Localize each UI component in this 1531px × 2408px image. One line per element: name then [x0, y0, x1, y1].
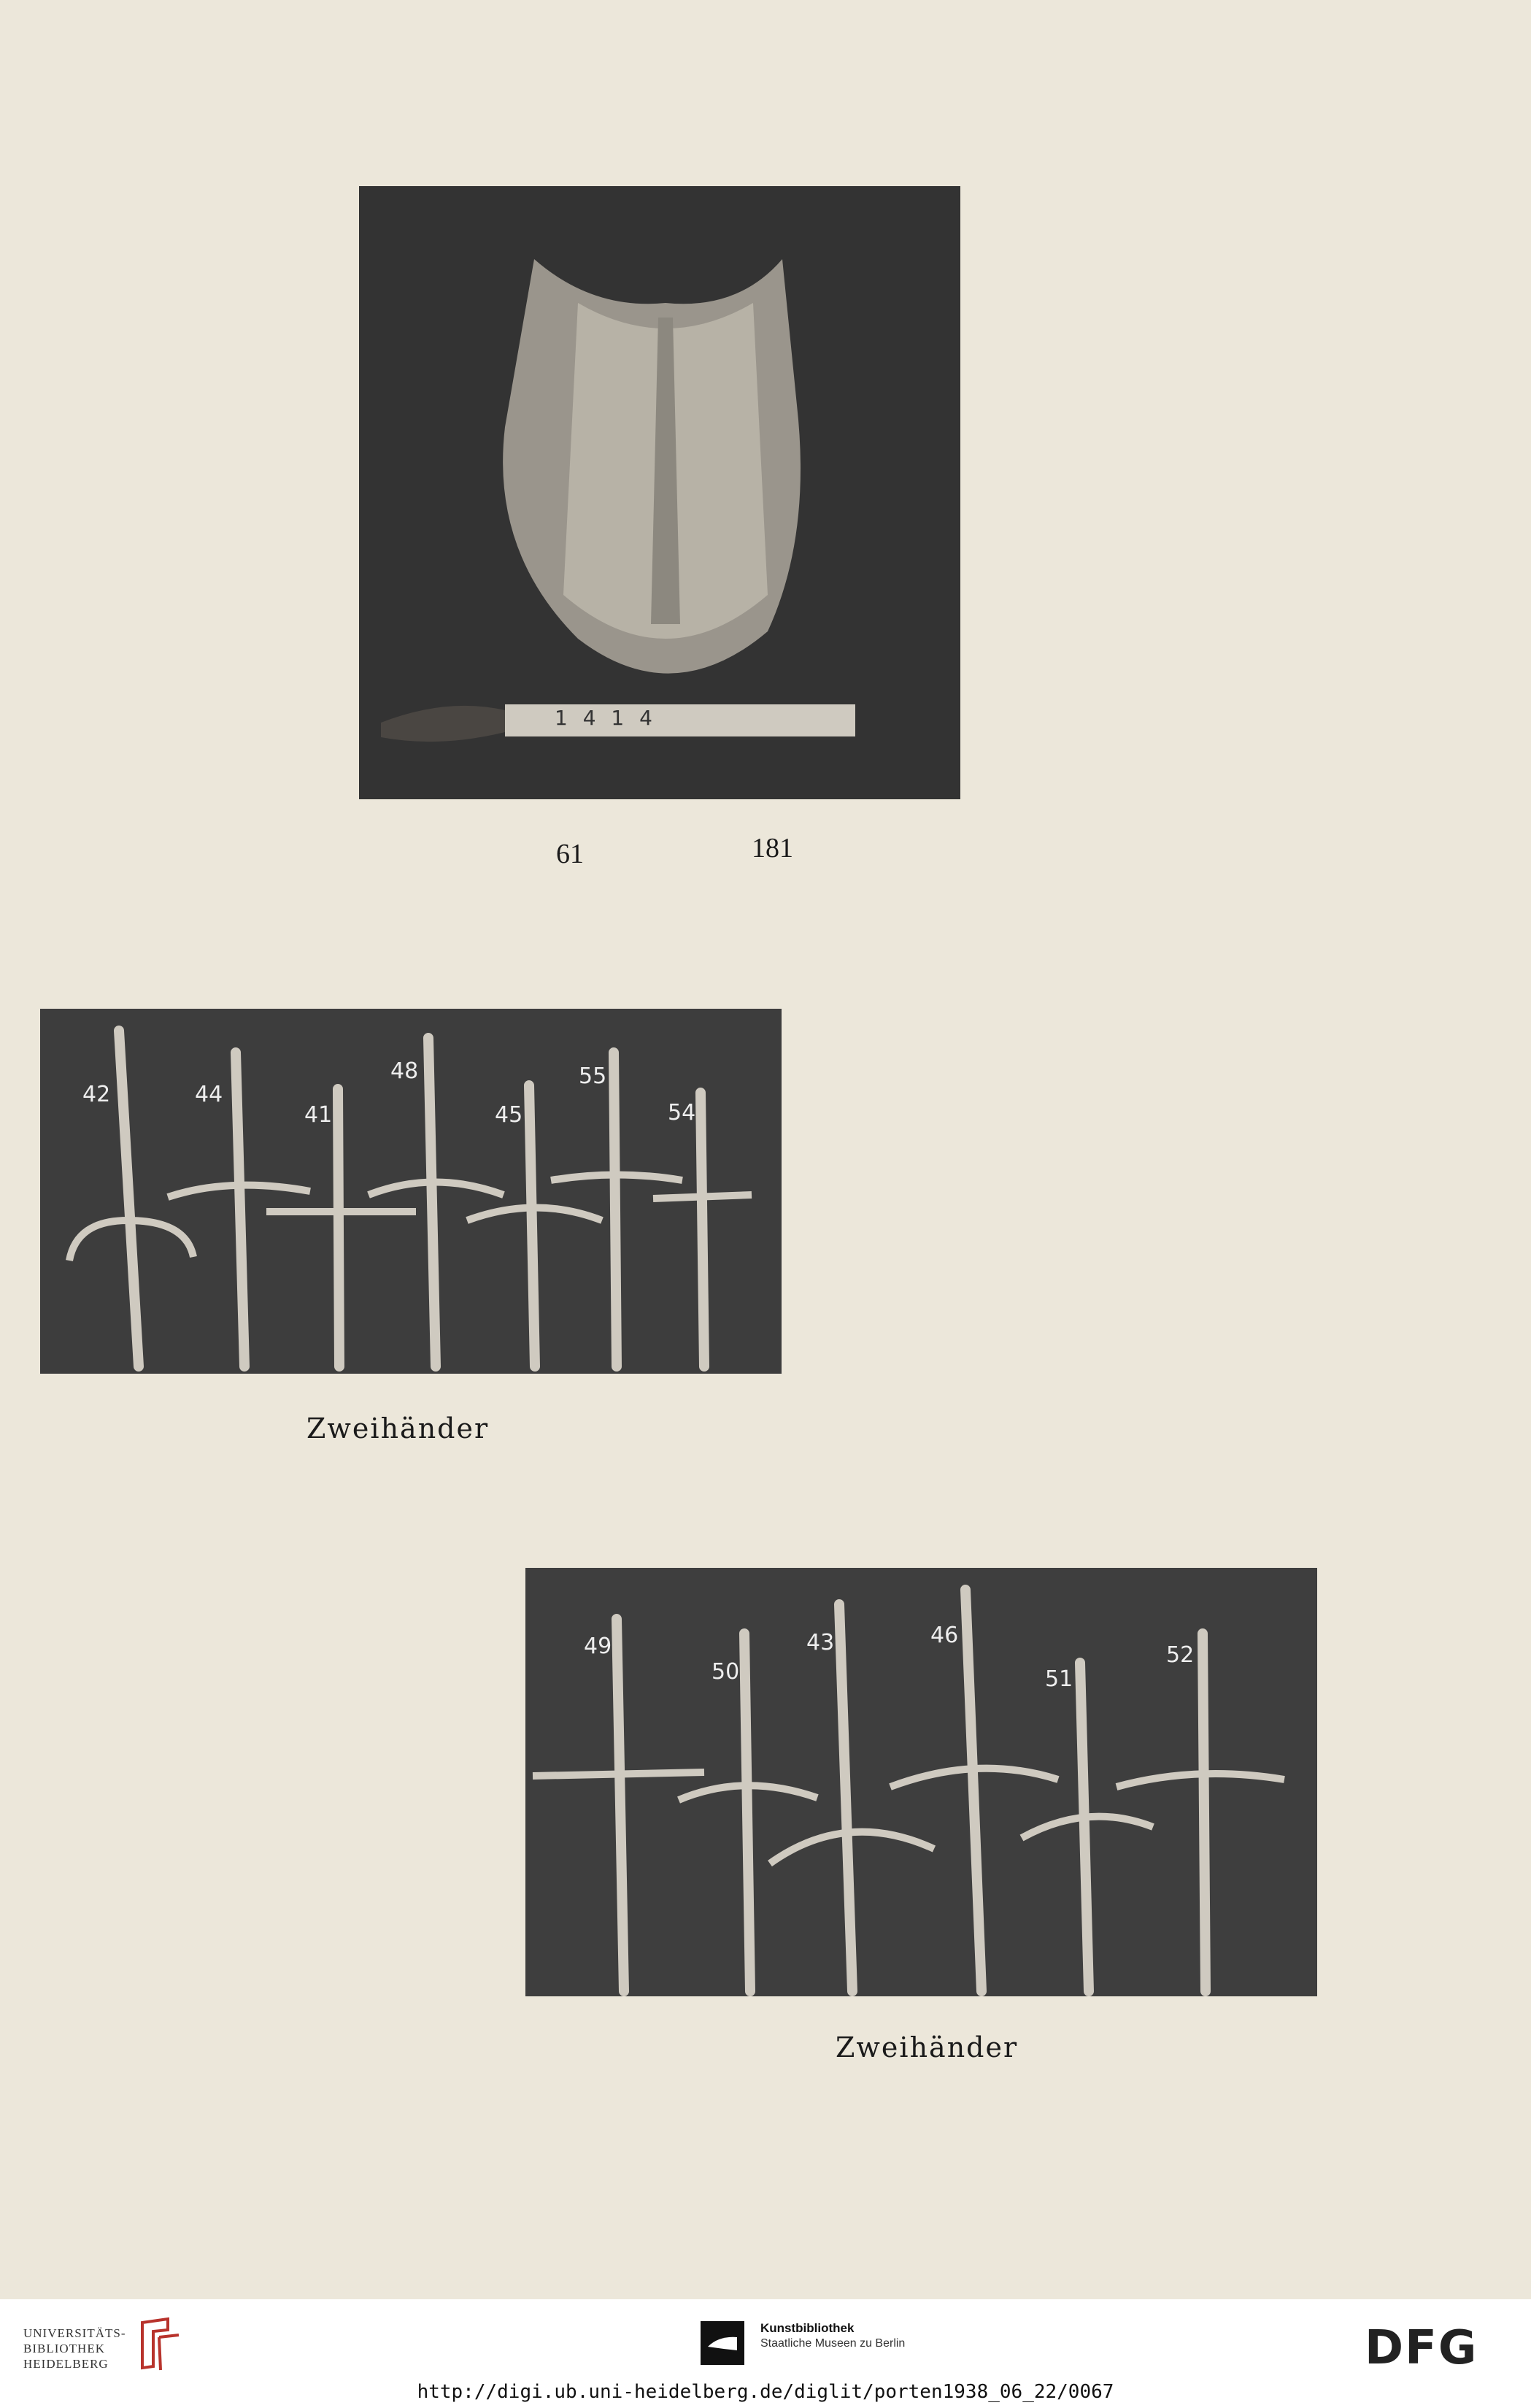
- breastplate-photo: [359, 186, 960, 799]
- ub-line-2: BIBLIOTHEK: [23, 2342, 105, 2355]
- swords-top-photo: [40, 1009, 782, 1374]
- swords-bottom-photo: [525, 1568, 1317, 1996]
- sword-number-52: 52: [1166, 1642, 1195, 1668]
- kunstbibliothek-logo-icon: [701, 2321, 744, 2365]
- kunstbibliothek-subtitle: Staatliche Museen zu Berlin: [760, 2337, 906, 2350]
- swords-bottom-caption: Zweihänder: [836, 2031, 1019, 2063]
- sword-number-45: 45: [495, 1102, 523, 1128]
- ub-heidelberg-logo-icon: [139, 2315, 182, 2374]
- sword-number-46: 46: [930, 1623, 959, 1648]
- ub-line-3: HEIDELBERG: [23, 2357, 109, 2371]
- breastplate-inventory-label: 1 4 1 4: [555, 706, 657, 730]
- swords-top-caption: Zweihänder: [306, 1412, 490, 1445]
- sword-number-48: 48: [390, 1058, 419, 1084]
- ub-heidelberg-logo-text: [23, 2326, 126, 2372]
- dfg-logo: DFG: [1365, 2321, 1478, 2375]
- sword-number-50: 50: [711, 1659, 740, 1685]
- page-url-link[interactable]: http://digi.ub.uni-heidelberg.de/diglit/porten1938_06_22/0067: [417, 2381, 1114, 2403]
- sword-number-55: 55: [579, 1063, 607, 1089]
- sword-number-49: 49: [584, 1634, 612, 1659]
- kunstbibliothek-title: Kunstbibliothek: [760, 2321, 855, 2335]
- ub-line-1: UNIVERSITÄTS-: [23, 2326, 126, 2340]
- breastplate-number-right: 181: [752, 833, 793, 863]
- breastplate-number-left: 61: [556, 839, 584, 869]
- sword-number-44: 44: [195, 1082, 223, 1107]
- sword-number-54: 54: [668, 1100, 696, 1126]
- sword-number-41: 41: [304, 1102, 333, 1128]
- breastplate-image: [359, 186, 960, 799]
- sword-number-51: 51: [1045, 1666, 1073, 1692]
- sword-number-42: 42: [82, 1082, 111, 1107]
- swords-bottom-image: [525, 1568, 1317, 1996]
- sword-number-43: 43: [806, 1630, 835, 1655]
